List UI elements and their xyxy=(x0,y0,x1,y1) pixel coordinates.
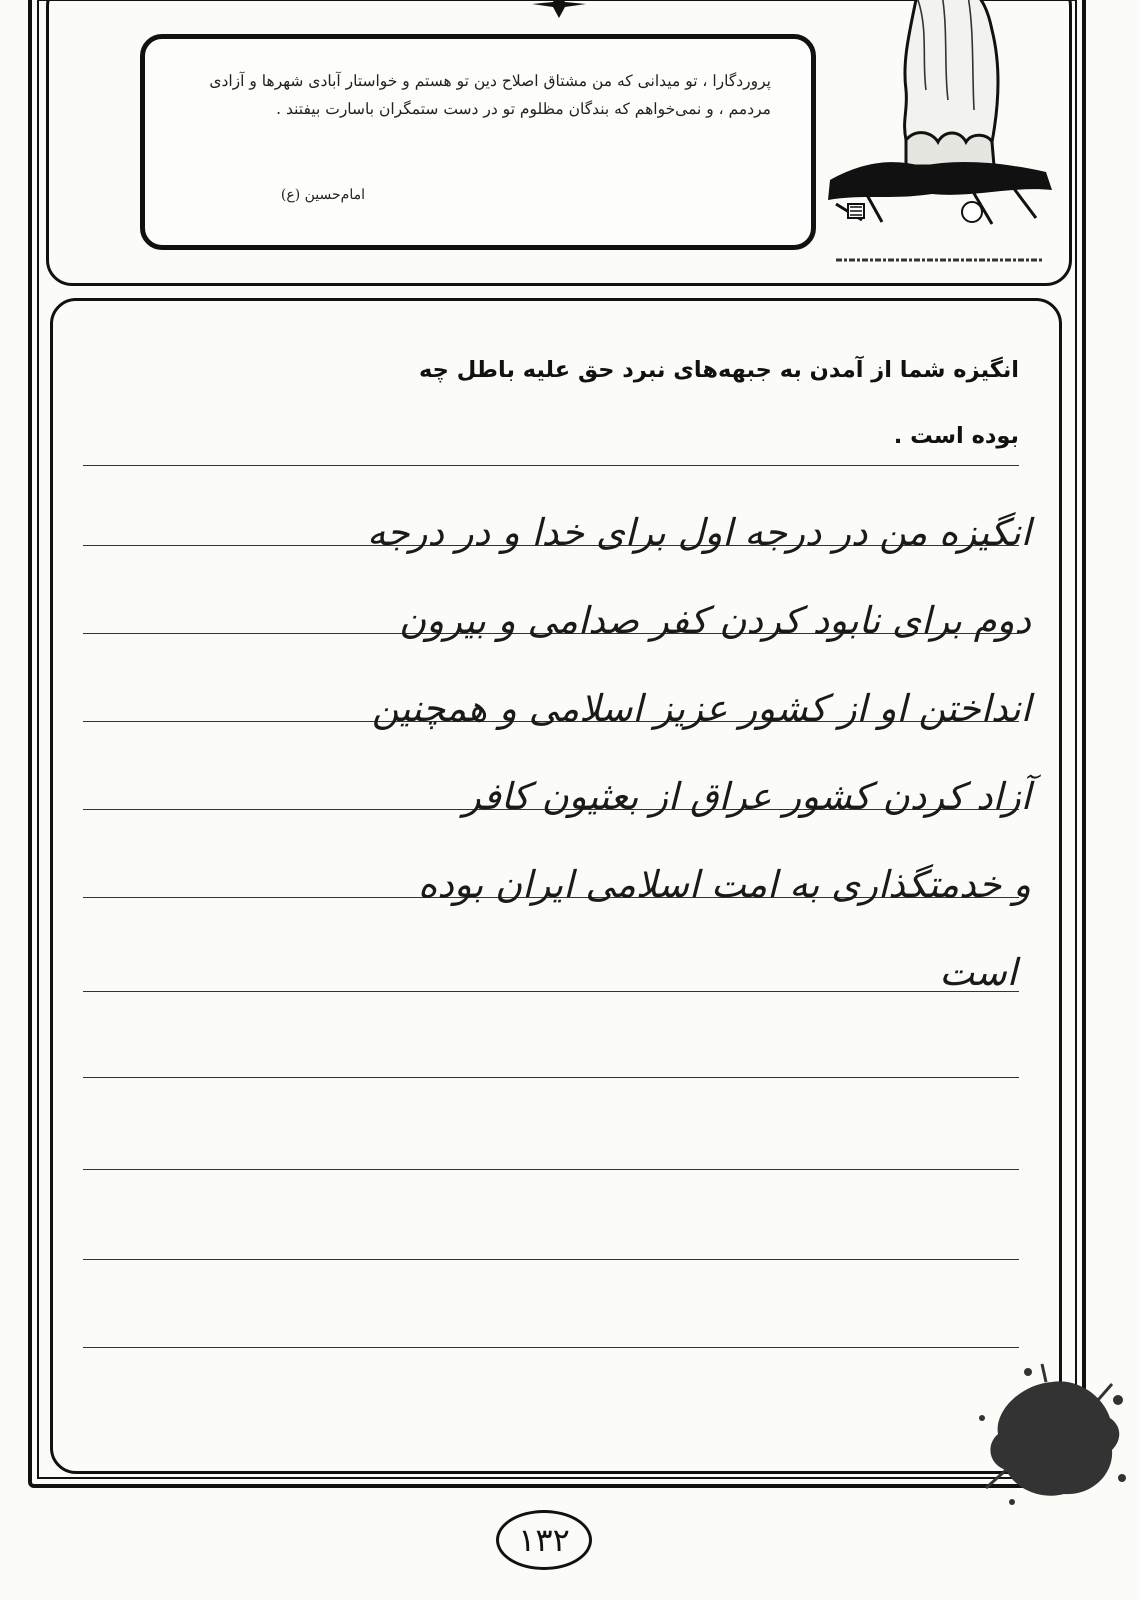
ruled-line xyxy=(83,1169,1019,1170)
answer-line-5: و خدمتگذاری به امت اسلامی ایران بوده xyxy=(418,863,1031,906)
quote-box xyxy=(140,34,816,250)
quote-author: امام‌حسین (ع) xyxy=(280,187,365,203)
answer-line-3: انداختن او از کشور عزیز اسلامی و همچنین xyxy=(371,687,1031,730)
page-number: ۱۳۲ xyxy=(496,1510,592,1570)
ink-blot-icon xyxy=(972,1360,1132,1510)
answer-line-6: است xyxy=(939,951,1017,994)
question-text xyxy=(133,337,1019,469)
handwritten-answer xyxy=(87,489,1031,1017)
fist-illustration-icon xyxy=(822,0,1054,228)
illustration-caption-mark xyxy=(836,256,1044,264)
answer-line-4: آزاد کردن کشور عراق از بعثیون کافر xyxy=(462,775,1031,818)
ruled-line xyxy=(83,1077,1019,1078)
question-panel xyxy=(50,298,1062,1474)
ruled-line xyxy=(83,1259,1019,1260)
question-line-2: بوده است . xyxy=(893,423,1019,449)
question-line-1: انگیزه شما از آمدن به جبهه‌های نبرد حق علیه باطل چه xyxy=(419,357,1019,383)
ruled-line xyxy=(83,465,1019,466)
answer-line-2: دوم برای نابود کردن کفر صدامی و بیرون xyxy=(399,599,1031,642)
ruled-line xyxy=(83,1347,1019,1348)
quote-text: پروردگارا ، تو میدانی که من مشتاق اصلاح دین تو هستم و خواستار آبادی شهرها و آزادی مردمم ، و نمی‌خواهم که بندگان مظلوم تو در دست ستمگران باسارت بیفتند . xyxy=(209,72,771,118)
answer-line-1: انگیزه من در درجه اول برای خدا و در درجه xyxy=(366,511,1031,554)
